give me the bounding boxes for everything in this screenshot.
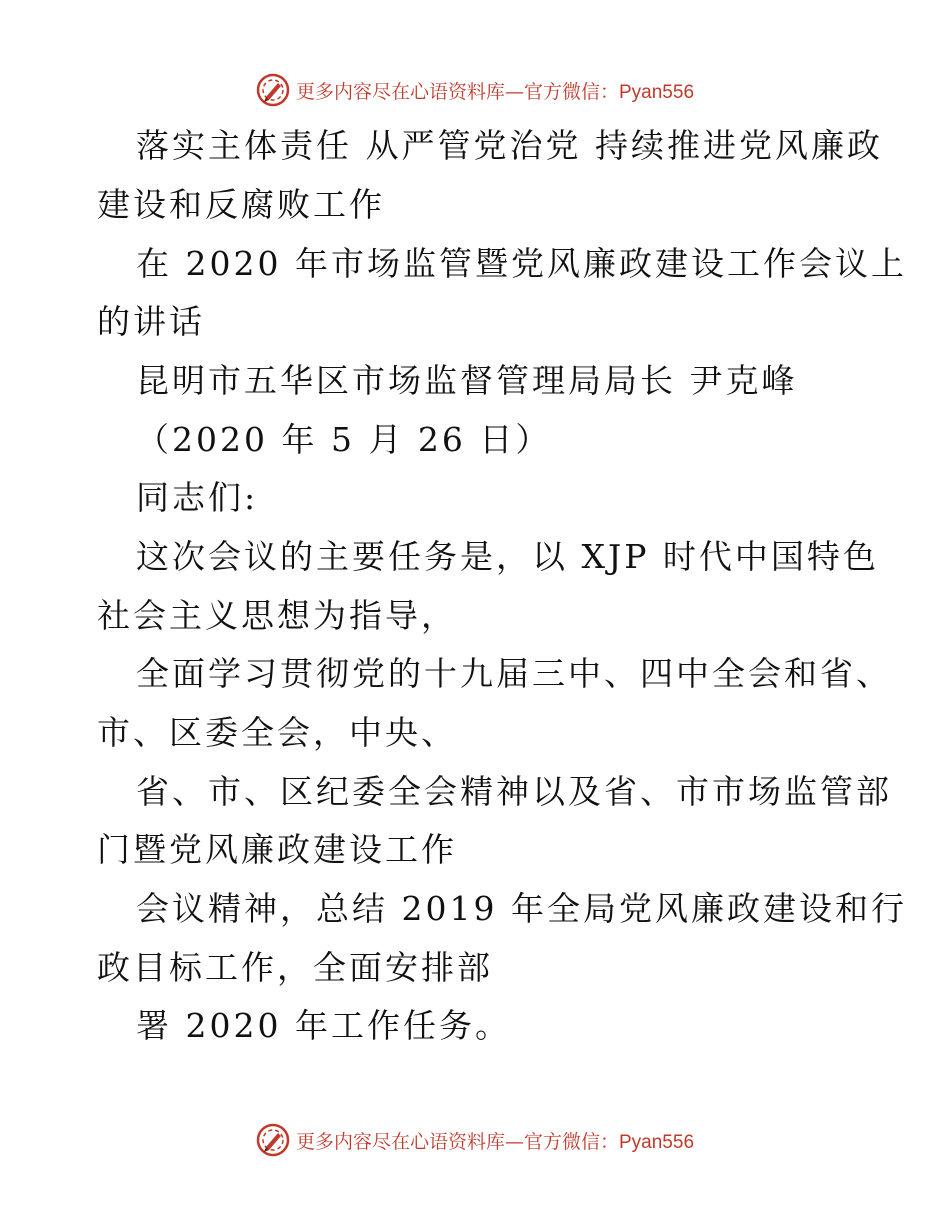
paragraph-line: 署 2020 年工作任务。 <box>136 1006 511 1045</box>
paragraph-line: 这次会议的主要任务是，以 XJP 时代中国特色 <box>136 537 879 576</box>
pen-nib-logo-icon <box>256 1123 290 1157</box>
author-line: 昆明市五华区市场监督管理局局长 尹克峰 <box>136 361 798 400</box>
title-line-1: 落实主体责任 从严管党治党 持续推进党风廉政 <box>136 126 883 165</box>
footer-banner <box>0 1120 950 1160</box>
paragraph-line: 市、区委全会，中央、 <box>97 713 457 752</box>
salutation: 同志们: <box>136 478 259 517</box>
paragraph-line: 社会主义思想为指导， <box>97 596 457 635</box>
paragraph-line: 会议精神，总结 2019 年全局党风廉政建设和行 <box>136 889 907 928</box>
date-line: （2020 年 5 月 26 日） <box>136 420 552 459</box>
title-line-2: 建设和反腐败工作 <box>97 185 385 224</box>
header-banner-text: 更多内容尽在心语资料库—官方微信：Pyan556 <box>295 80 695 103</box>
subtitle-line-2: 的讲话 <box>97 302 205 341</box>
subtitle-line-1: 在 2020 年市场监管暨党风廉政建设工作会议上 <box>136 244 907 283</box>
paragraph-line: 省、市、区纪委全会精神以及省、市市场监管部 <box>136 772 892 811</box>
paragraph-line: 门暨党风廉政建设工作 <box>97 830 457 869</box>
paragraph-line: 全面学习贯彻党的十九届三中、四中全会和省、 <box>136 654 892 693</box>
paragraph-line: 政目标工作，全面安排部 <box>97 948 493 987</box>
footer-banner-text: 更多内容尽在心语资料库—官方微信：Pyan556 <box>295 1130 695 1153</box>
